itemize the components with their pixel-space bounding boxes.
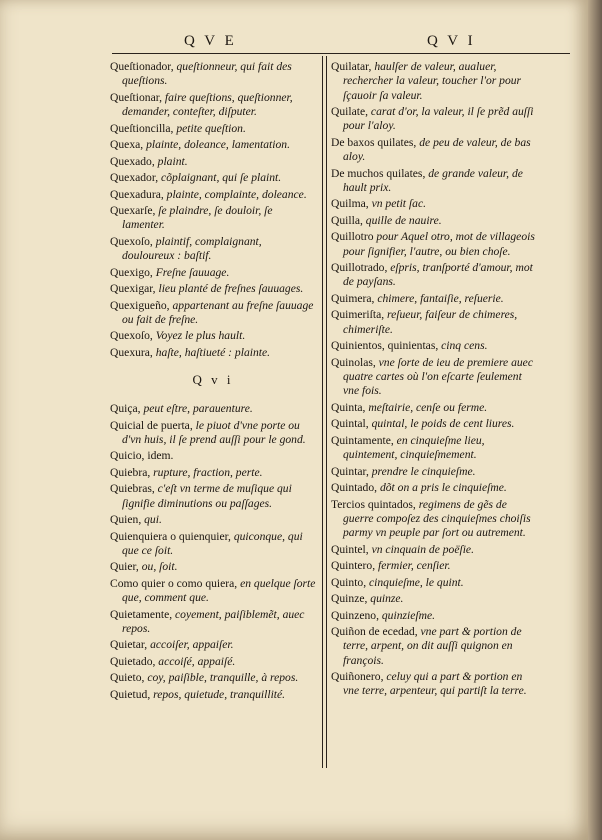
entry-headword: Quietado, (110, 654, 156, 668)
left-column (110, 60, 316, 704)
entry-definition: en quelque ſorte que, comment que. (122, 576, 316, 605)
entry-headword: Quiebras, (110, 482, 155, 496)
entry-headword: Quinolas, (331, 355, 376, 369)
entry-definition: plainte, complainte, doleance. (163, 187, 307, 201)
dictionary-entry (331, 214, 537, 228)
entry-headword: Quinzeno, (331, 608, 379, 622)
dictionary-entry (110, 204, 316, 233)
dictionary-entry (110, 671, 316, 685)
entry-definition: chimere, fantaiſie, reſuerie. (374, 291, 504, 305)
dictionary-entry (331, 356, 537, 399)
dictionary-entry (110, 188, 316, 202)
entry-definition: cinquieſme, le quint. (366, 575, 464, 589)
entry-definition: vn cinquain de poëſie. (368, 542, 474, 556)
entry-headword: Quintal, (331, 417, 369, 431)
entry-definition: le piuot d'vne porte ou d'vn huis, il ſe prend auſſi pour le gond. (122, 418, 306, 446)
dictionary-entry (331, 592, 537, 606)
dictionary-entry (110, 155, 316, 169)
entry-definition: quintal, le poids de cent liures. (368, 417, 515, 431)
entry-definition: meſtairie, cenſe ou ferme. (365, 400, 488, 414)
entry-headword: Quieto, (110, 671, 145, 685)
entry-definition: prendre le cinquieſme. (368, 464, 476, 478)
entry-headword: Quicial de puerta, (110, 418, 193, 432)
entry-definition: peut eſtre, parauenture. (140, 402, 253, 416)
dictionary-entry (110, 688, 316, 702)
entry-headword: Tercios quintados, (331, 497, 416, 511)
dictionary-entry (110, 138, 316, 152)
entry-definition: plaintif, complaignant, douloureux : baſtif. (122, 234, 262, 263)
entry-headword: Quexoſo, (110, 234, 153, 248)
dictionary-entry (331, 498, 537, 541)
entry-definition: quille de nauire. (362, 213, 442, 227)
entry-definition: ou, ſoit. (138, 560, 178, 574)
section-heading: Q v i (192, 372, 234, 388)
entry-headword: Quimera, (331, 291, 375, 305)
entry-definition: vn petit ſac. (368, 197, 426, 211)
dictionary-entry (331, 230, 537, 259)
entry-definition: rupture, fraction, perte. (150, 465, 263, 479)
dictionary-entry (110, 466, 316, 480)
entry-headword: Queſtioncilla, (110, 121, 174, 135)
entry-definition: eſpris, tranſporté d'amour, mot de payſans. (343, 261, 533, 289)
entry-definition: repos, quietude, tranquillité. (150, 687, 286, 701)
entry-headword: Quinze, (331, 592, 368, 606)
entry-headword: Quimeriſta, (331, 308, 385, 322)
dictionary-entry (331, 417, 537, 431)
entry-definition: cinq cens. (438, 339, 488, 353)
dictionary-entry (110, 266, 316, 280)
dictionary-entry (331, 543, 537, 557)
entry-headword: Quintar, (331, 464, 369, 478)
dictionary-entry (331, 401, 537, 415)
entry-headword: De muchos quilates, (331, 166, 426, 180)
column-divider (322, 56, 323, 768)
entry-headword: Quicio, idem. (110, 449, 174, 463)
entry-headword: Quilma, (331, 197, 369, 211)
entry-headword: Queſtionar, (110, 90, 163, 104)
dictionary-entry (110, 91, 316, 120)
entry-headword: Quilate, (331, 105, 369, 119)
entry-headword: Quintel, (331, 542, 369, 556)
dictionary-entry (331, 167, 537, 196)
dictionary-entry (110, 171, 316, 185)
entry-definition: accoiſer, appaiſer. (147, 638, 234, 652)
column-divider-inner (326, 56, 327, 768)
entry-headword: Quexa, (110, 138, 144, 152)
entry-definition: regimens de gẽs de guerre compoſez des cinquieſmes choiſis parmy vn peuple par ſort ou autrement. (343, 497, 531, 540)
entry-definition: accoiſé, appaiſé. (155, 654, 236, 668)
entry-headword: Quienquiera o quienquier, (110, 529, 231, 543)
entry-headword: Quiñon de ecedad, (331, 625, 418, 638)
entry-definition: coyement, paiſiblemẽt, auec repos. (122, 607, 305, 635)
dictionary-entry (110, 638, 316, 652)
entry-definition: haſte, haſtiueté : plainte. (152, 345, 271, 359)
entry-headword: De baxos quilates, (331, 135, 417, 149)
dictionary-entry (331, 481, 537, 495)
entry-headword: Quexado, (110, 154, 155, 168)
dictionary-entry (110, 329, 316, 343)
entry-definition: Freſne ſauuage. (152, 265, 230, 279)
entry-definition: qui. (141, 513, 162, 527)
entry-definition: ſe plaindre, ſe douloir, ſe lamenter. (122, 203, 273, 232)
dictionary-entry (331, 308, 537, 337)
header-left: Q V E (184, 33, 237, 49)
dictionary-entry (110, 122, 316, 136)
entry-definition: plainte, doleance, lamentation. (143, 138, 290, 152)
entry-headword: Quexura, (110, 345, 153, 359)
entry-headword: Quiça, (110, 402, 141, 416)
dictionary-entry (110, 608, 316, 637)
entry-definition: quiconque, qui que ce ſoit. (122, 529, 303, 557)
entry-headword: Quexadura, (110, 187, 164, 201)
dictionary-entry (331, 625, 537, 668)
dictionary-entry (110, 482, 316, 511)
entry-headword: Quintado, (331, 481, 378, 495)
dictionary-entry (331, 576, 537, 590)
entry-headword: Quietar, (110, 638, 148, 652)
entry-definition: de grande valeur, de hault prix. (343, 166, 523, 194)
dictionary-entry (331, 434, 537, 463)
entry-headword: Quien, (110, 513, 142, 527)
dictionary-entry (110, 513, 316, 527)
dictionary-entry (110, 60, 316, 89)
entry-definition: faire queſtions, queſtionner, demander, conteſter, diſputer. (122, 90, 293, 119)
entry-definition: fermier, cenſier. (375, 559, 451, 573)
entry-definition: plaint. (154, 154, 188, 168)
dictionary-entry (110, 655, 316, 669)
running-header (112, 33, 570, 54)
entry-definition: pour Aquel otro, mot de villageois pour ſignifier, l'autre, ou bien choſe. (343, 230, 535, 258)
entry-definition: coy, paiſible, tranquille, à repos. (144, 671, 299, 685)
entry-headword: Quintero, (331, 559, 376, 573)
entry-headword: Quilla, (331, 213, 363, 227)
entry-definition: Voyez le plus hault. (152, 329, 246, 343)
entry-definition: dõt on a pris le cinquieſme. (377, 481, 507, 495)
entry-headword: Quexigueño, (110, 298, 170, 312)
dictionary-entry (331, 559, 537, 573)
dictionary-entry (331, 136, 537, 165)
dictionary-entry (110, 235, 316, 264)
entry-definition: vne ſorte de ieu de premiere auec quatre cartes où l'on eſcarte ſeulement vne fois. (343, 355, 533, 398)
entry-definition: de peu de valeur, de bas aloy. (343, 135, 531, 164)
header-right: Q V I (427, 33, 476, 49)
entry-headword: Quier, (110, 560, 139, 574)
dictionary-entry (110, 402, 316, 416)
right-column (331, 60, 537, 701)
entry-definition: vne part & portion de terre, arpent, on dit auſſi quignon en françois. (343, 625, 522, 667)
dictionary-entry (110, 282, 316, 296)
entry-headword: Quintamente, (331, 433, 394, 447)
entry-headword: Quilatar, (331, 60, 372, 73)
entry-definition: en cinquieſme lieu, quintement, cinquieſmement. (343, 433, 485, 462)
entry-definition: lieu planté de freſnes ſauuages. (155, 282, 304, 296)
entry-headword: Queſtionador, (110, 60, 174, 73)
entry-definition: queſtionneur, qui fait des queſtions. (122, 60, 292, 88)
dictionary-entry (110, 299, 316, 328)
entry-headword: Quexoſo, (110, 329, 153, 343)
dictionary-entry (331, 60, 537, 103)
entry-headword: Quexigo, (110, 265, 153, 279)
entry-headword: Quexarſe, (110, 203, 156, 217)
dictionary-entry (331, 197, 537, 211)
entry-headword: Quinta, (331, 400, 366, 414)
dictionary-entry (110, 346, 316, 360)
dictionary-entry (331, 465, 537, 479)
entry-headword: Quinientos, quinientas, (331, 339, 439, 353)
dictionary-entry (110, 419, 316, 448)
entry-headword: Quillotrado, (331, 261, 388, 275)
entry-definition: cõplaignant, qui ſe plaint. (158, 171, 282, 185)
entry-headword: Como quier o como quiera, (110, 576, 238, 590)
entry-headword: Quillotro (331, 230, 374, 244)
entry-headword: Quexador, (110, 171, 159, 185)
dictionary-entry (331, 339, 537, 353)
entry-definition: quinzieſme. (378, 608, 436, 622)
entry-headword: Quietud, (110, 687, 151, 701)
entry-headword: Quietamente, (110, 607, 173, 621)
entry-headword: Quiñonero, (331, 670, 384, 684)
dictionary-entry (110, 449, 316, 463)
entry-definition: appartenant au freſne ſauuage ou fait de freſne. (122, 298, 314, 326)
entry-definition: reſueur, faiſeur de chimeres, chimeriſte. (343, 308, 518, 336)
entry-definition: petite queſtion. (173, 121, 246, 135)
entry-headword: Quiebra, (110, 465, 151, 479)
dictionary-entry (331, 292, 537, 306)
entry-definition: haulſer de valeur, aualuer, rechercher la valeur, toucher l'or pour ſçauoir ſa valeur. (343, 60, 522, 102)
entry-definition: carat d'or, la valeur, il ſe prẽd auſſi pour l'aloy. (343, 105, 534, 133)
dictionary-entry (331, 261, 537, 290)
dictionary-entry (331, 670, 537, 699)
entry-definition: c'eſt vn terme de muſique qui ſignifie diminutions ou paſſages. (122, 482, 292, 510)
entry-definition: celuy qui a part & portion en vne terre, arpenteur, qui partiſt la terre. (343, 670, 527, 698)
page-edge (588, 0, 602, 840)
dictionary-entry (110, 530, 316, 559)
dictionary-entry (331, 105, 537, 134)
dictionary-entry (110, 560, 316, 574)
entry-headword: Quinto, (331, 575, 367, 589)
dictionary-entry (331, 609, 537, 623)
entry-headword: Quexigar, (110, 282, 156, 296)
dictionary-entry (110, 577, 316, 606)
entry-definition: quinze. (367, 592, 404, 606)
